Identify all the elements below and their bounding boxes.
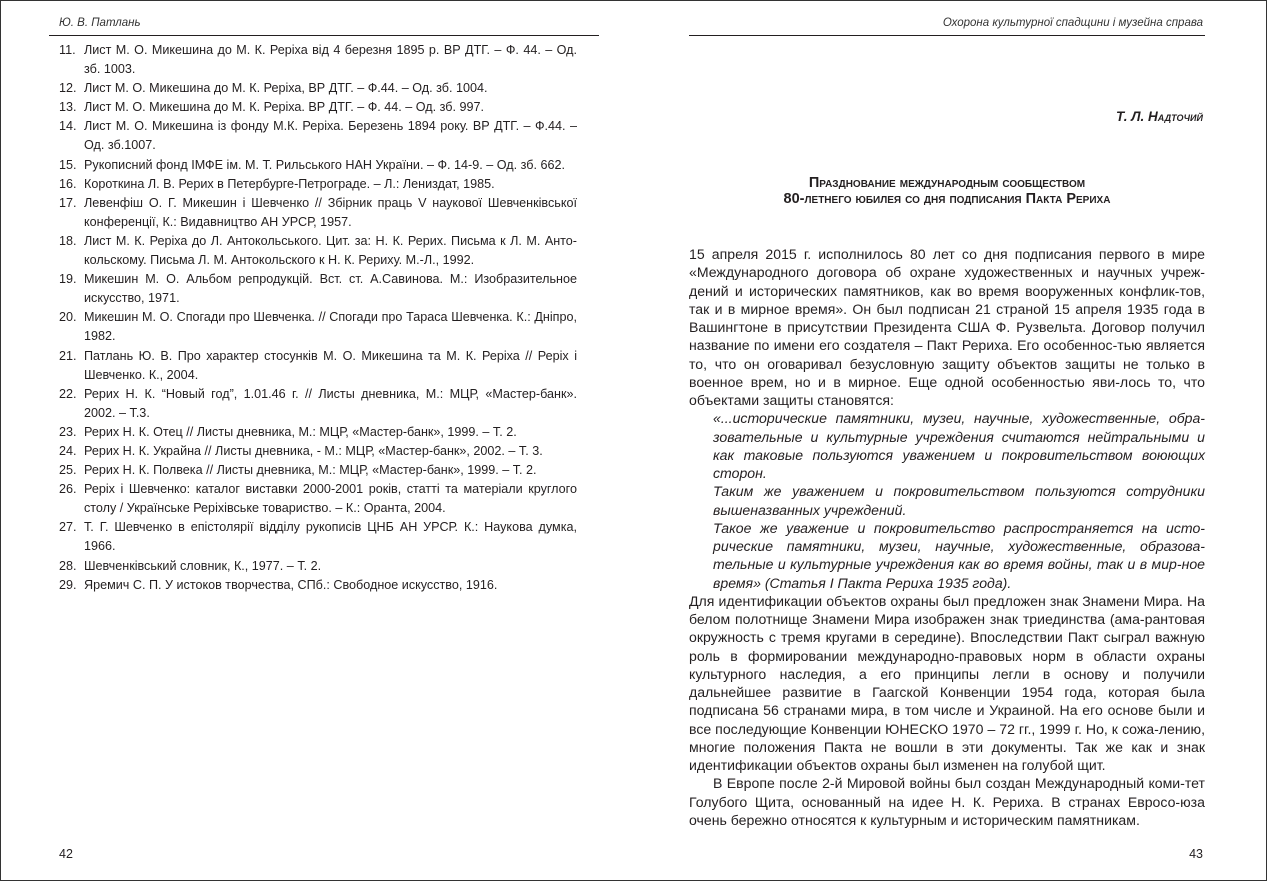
- reference-number: 22.: [59, 386, 77, 401]
- reference-text: Шевченківський словник, К., 1977. – Т. 2.: [84, 558, 322, 573]
- reference-item: [59, 270, 577, 308]
- reference-number: 16.: [59, 176, 77, 191]
- reference-number: 18.: [59, 233, 77, 248]
- article-author: Т. Л. Надточий: [1115, 109, 1203, 124]
- reference-text: Т. Г. Шевченко в епістолярії відділу рукописів ЦНБ АН УРСР. К.: Наукова думка, 1966.: [84, 520, 577, 554]
- article-title-line: Празднование международным сообществом: [808, 175, 1086, 191]
- quote-paragraph: Таким же уважением и покровительством пользуются сотрудники вышеназванных учреждений.: [713, 483, 1205, 518]
- reference-number: 12.: [59, 81, 77, 96]
- article-body: [689, 245, 1205, 829]
- reference-text: Патлань Ю. В. Про характер стосунків М. О. Микешина та М. К. Реріха // Реріх і Шевченко. К., 2004.: [84, 348, 577, 382]
- reference-number: 11.: [59, 43, 76, 57]
- reference-number: 29.: [59, 577, 77, 592]
- reference-item: [59, 518, 577, 556]
- reference-number: 14.: [59, 119, 77, 134]
- reference-text: Яремич С. П. У истоков творчества, СПб.: Свободное искусство, 1916.: [84, 577, 498, 592]
- reference-text: Рерих Н. К. Украйна // Листы дневника, - М.: МЦР, «Мастер-банк», 2002. – Т. 3.: [84, 443, 543, 458]
- reference-text: Лист М. О. Микешина до М. К. Реріха. ВР ДТГ. – Ф. 44. – Од. зб. 997.: [84, 100, 485, 115]
- reference-number: 13.: [59, 100, 77, 115]
- body-paragraph: Для идентификации объектов охраны был предложен знак Знамени Мира. На белом полотнище Знамени Мира изображен знак триединства (ама-рантовая окружность с тремя кругами в середине). Впоследствии Пакт сыграл важную роль в формировании международно-правовых норм в области охраны культурного наследия, а его принципы легли в основу и получили дальнейшее развитие в Гаагской Конвенции 1954 года, которая была подписана 56 странами мира, в том числе и Украиной. На его основе были и все последующие Конвенции ЮНЕСКО 1970 – 72 гг., 1999 г. Но, к сожа-лению, многие положения Пакта не вошли в эти документы. Так же как и знак идентификации объектов охраны был изменен на голубой щит.: [689, 592, 1205, 773]
- reference-item: [59, 156, 577, 175]
- left-header-rule: [49, 35, 599, 36]
- reference-text: Микешин М. О. Альбом репродукцій. Вст. ст. А.Савинова. М.: Изобразительное искусство, 1971.: [84, 272, 577, 306]
- reference-text: Реріх і Шевченко: каталог виставки 2000-2001 років, статті та матеріали круглого столу / Українське Реріхівське товариство. – К.: Оранта, 2004.: [84, 482, 577, 516]
- reference-number: 15.: [59, 157, 77, 172]
- reference-number: 17.: [59, 195, 77, 210]
- reference-text: Рерих Н. К. Отец // Листы дневника, М.: МЦР, «Мастер-банк», 1999. – Т. 2.: [84, 424, 517, 439]
- reference-item: [59, 117, 577, 155]
- reference-item: [59, 423, 577, 442]
- reference-number: 21.: [59, 348, 77, 363]
- reference-text: Короткина Л. В. Рерих в Петербурге-Петрограде. – Л.: Лениздат, 1985.: [84, 176, 495, 191]
- reference-number: 25.: [59, 463, 77, 478]
- article-title: [689, 175, 1205, 207]
- reference-item: [59, 385, 577, 423]
- reference-item: [59, 308, 577, 346]
- reference-item: [59, 461, 577, 480]
- body-paragraph: 15 апреля 2015 г. исполнилось 80 лет со дня подписания первого в мире «Международного договора об охране художественных и научных учреж-дений и исторических памятников, как во время вооруженных конфлик-тов, так и в мирное время». Он был подписан 21 страной 15 апреля 1935 года в Вашингтоне в присутствии Президента США Ф. Рузвельта. Договор получил название по имени его создателя – Пакт Рериха. Его особеннос-тью является то, что он оговаривал безусловную защиту объектов защиты не только в военное врем, но и в мирное. Еще одной особенностью яви-лось то, что объектами защиты становятся:: [689, 246, 1205, 408]
- reference-number: 27.: [59, 520, 77, 535]
- reference-item: [59, 194, 577, 232]
- reference-list: [59, 41, 577, 595]
- reference-number: 23.: [59, 424, 77, 439]
- reference-text: Рерих Н. К. “Новый год”, 1.01.46 г. // Листы дневника, М.: МЦР, «Мастер-банк». 2002. – Т.3.: [84, 386, 577, 420]
- reference-item: [59, 79, 577, 98]
- body-paragraph: В Европе после 2-й Мировой войны был создан Международный коми-тет Голубого Щита, основанный на идее Н. К. Рериха. В странах Евросо-юза очень бережно относятся к культурным и историческим памятникам.: [689, 775, 1205, 828]
- reference-item: [59, 557, 577, 576]
- reference-item: [59, 347, 577, 385]
- reference-text: Лист М. О. Микешина до М. К. Реріха від 4 березня 1895 р. ВР ДТГ. – Ф. 44. – Од. зб. 1003.: [84, 43, 577, 77]
- reference-number: 26.: [59, 482, 77, 497]
- right-page-number: 43: [1189, 847, 1203, 861]
- left-running-head: Ю. В. Патлань: [59, 17, 141, 29]
- right-running-head: Охорона культурної спадщини і музейна справа: [942, 17, 1203, 29]
- reference-item: [59, 442, 577, 461]
- reference-item: [59, 41, 577, 79]
- reference-text: Левенфіш О. Г. Микешин і Шевченко // Збірник праць V наукової Шевченківської конференції, К.: Видавництво АН УРСР, 1957.: [84, 195, 577, 229]
- reference-text: Лист М. О. Микешина до М. К. Реріха, ВР ДТГ. – Ф.44. – Од. зб. 1004.: [84, 81, 488, 96]
- reference-item: [59, 576, 577, 595]
- reference-item: [59, 480, 577, 518]
- right-header-rule: [689, 35, 1205, 36]
- reference-text: Лист М. О. Микешина із фонду М.К. Реріха. Березень 1894 року. ВР ДТГ. – Ф.44. – Од. зб.1007.: [84, 119, 577, 153]
- reference-text: Рерих Н. К. Полвека // Листы дневника, М.: МЦР, «Мастер-банк», 1999. – Т. 2.: [84, 463, 537, 478]
- reference-item: [59, 98, 577, 117]
- reference-text: Микешин М. О. Спогади про Шевченка. // Спогади про Тараса Шевченка. К.: Дніпро, 1982.: [84, 310, 577, 344]
- quote-paragraph: Такое же уважение и покровительство распространяется на исто-рические памятники, музеи, научные, художественные, образова-тельные и культурные учреждения как во время войны, так и в мир-ное время» (Статья I Пакта Рериха 1935 года).: [713, 519, 1205, 591]
- article-title-line: 80-летнего юбилея со дня подписания Пакта Рериха: [783, 191, 1111, 207]
- reference-number: 24.: [59, 443, 77, 458]
- reference-text: Рукописний фонд ІМФЕ ім. М. Т. Рильського НАН України. – Ф. 14-9. – Од. зб. 662.: [84, 157, 565, 172]
- reference-text: Лист М. К. Реріха до Л. Антокольського. Цит. за: Н. К. Рерих. Письма к Л. М. Анто-кольскому. Письма Л. М. Антокольского к Н. К. Рериху. М.-Л., 1992.: [84, 233, 577, 268]
- reference-number: 28.: [59, 558, 77, 573]
- reference-number: 20.: [59, 310, 77, 325]
- reference-item: [59, 232, 577, 270]
- reference-number: 19.: [59, 272, 77, 287]
- left-page-number: 42: [59, 847, 73, 861]
- quote-paragraph: «...исторические памятники, музеи, научные, художественные, обра-зовательные и культурные учреждения считаются нейтральными и как таковые пользуются уважением и покровительством воюющих сторон.: [713, 410, 1205, 481]
- reference-item: [59, 175, 577, 194]
